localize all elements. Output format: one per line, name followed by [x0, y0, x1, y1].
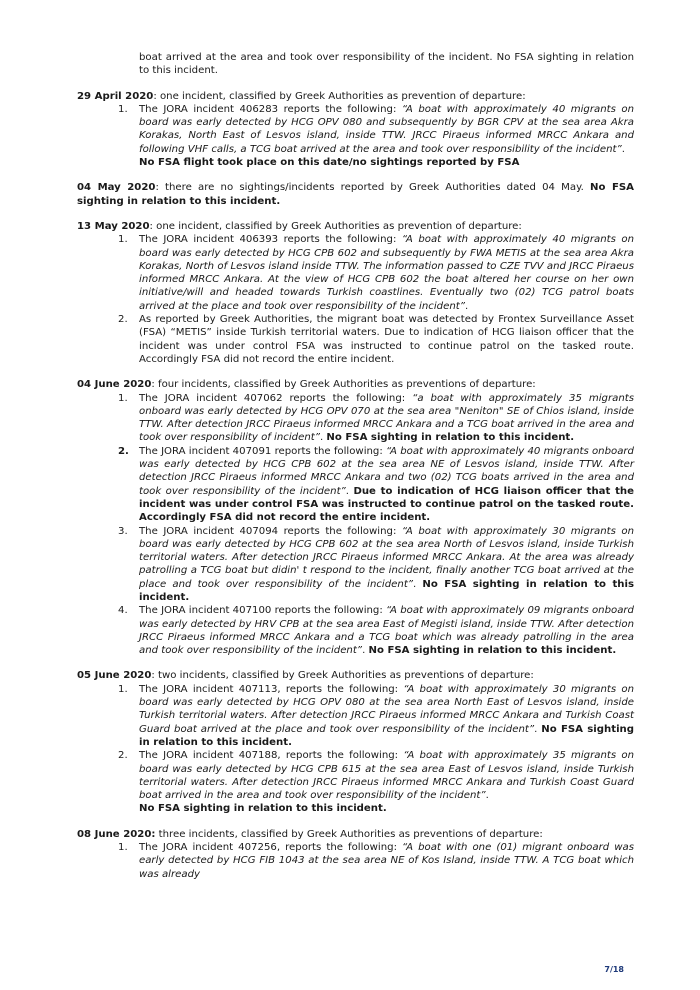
section-04-may-2020 — [77, 181, 634, 208]
fsa-note: Due to indication of HCG liaison officer that the incident was under control FSA was instructed to continue patrol on the tasked route. Accordingly FSA did not record the entire incident. — [139, 485, 634, 524]
section-08-june-2020 — [77, 828, 634, 881]
incident-quote: “A boat with approximately 40 migrants onboard was early detected by HCG CPB 602 at the sea area NE of Lesvos island, inside TTW. After detection JRCC Piraeus informed MRCC Ankara and two (02) TCG boats arrived in the area and took over responsibility of the incident” — [139, 445, 634, 497]
fsa-note: No FSA flight took place on this date/no sightings reported by FSA — [139, 157, 520, 169]
item-number: 1. — [118, 392, 128, 404]
section-29-april-2020 — [77, 90, 634, 170]
incident-quote: “A boat with one (01) migrant onboard was early detected by HCG FIB 1043 at the sea area NE of Kos Island, inside TTW. A TCG boat which was already — [139, 842, 634, 880]
incident-list — [77, 683, 634, 816]
incident-item: 2. The JORA incident 407188, reports the following: “A boat with approximately 35 migrants on board was early detected by HCG CPB 615 at the sea area East of Lesvos island, inside Turkish territorial waters. After detection JRCC Piraeus informed MRCC Ankara and Turkish Coast Guard boat arrived in the area and took over responsibility of the incident”. No FSA sighting in relation to this incident. — [118, 750, 634, 815]
item-number: 4. — [118, 605, 128, 617]
continued-paragraph: boat arrived at the area and took over responsibility of the incident. No FSA sighting in relation to this incident. — [139, 52, 634, 77]
item-number: 2. — [118, 445, 129, 457]
section-heading: 04 May 2020: there are no sightings/incidents reported by Greek Authorities dated 04 May. No FSA sighting in relation to this incident. — [77, 182, 634, 207]
incident-list — [77, 233, 634, 366]
page-number: 7/18 — [604, 965, 624, 974]
section-heading: 29 April 2020: one incident, classified by Greek Authorities as prevention of departure: — [77, 90, 526, 102]
incident-item: 2. The JORA incident 407091 reports the following: “A boat with approximately 40 migrants onboard was early detected by HCG CPB 602 at the sea area NE of Lesvos island, inside TTW. After detection JRCC Piraeus informed MRCC Ankara and two (02) TCG boats arrived in the area and took over responsibility of the incident”. Due to indication of HCG liaison officer that the incident was under control FSA was instructed to continue patrol on the tasked route. Accordingly FSA did not record the entire incident. — [118, 445, 634, 524]
incident-quote: “A boat with approximately 40 migrants on board was early detected by HCG CPB 602 and subsequently by FWA METIS at the sea area Akra Korakas, North of Lesvos island inside TTW. The information passed to CZE TVV and JRCC Piraeus informed MRCC Ankara. At the view of HCG CPB 602 the boat altered her course on her own initiative/will and headed towards Turkish coastlines. Eventually two (02) TCG patrol boats arrived at the place and took over responsibility of the incident” — [139, 234, 634, 312]
incident-quote: “A boat with approximately 30 migrants on board was early detected by HCG CPB 602 at the sea area North of Lesvos island, inside Turkish territorial waters. After detection JRCC Piraeus informed MRCC Ankara. At the area was already patrolling a TCG boat but didin' t respond to the incident, finally another TCG boat arrived at the place and took over responsibility of the incident” — [139, 525, 634, 590]
item-number: 3. — [118, 525, 128, 537]
item-number: 1. — [118, 234, 128, 246]
incident-item: 2. As reported by Greek Authorities, the migrant boat was detected by Frontex Surveillance Asset (FSA) “METIS” inside Turkish territorial waters. Due to indication of HCG liaison officer that the incident was under control FSA was instructed to continue patrol on the tasked route. Accordingly FSA did not record the entire incident. — [118, 314, 634, 365]
item-number: 1. — [118, 103, 128, 115]
fsa-note: No FSA sighting in relation to this incident. — [326, 432, 575, 444]
incident-list — [77, 103, 634, 169]
incident-quote: “A boat with approximately 09 migrants onboard was early detected by HRV CPB at the sea area East of Megisti island, inside TTW. After detection JRCC Piraeus informed MRCC Ankara and a TCG boat which was already patrolling in the area and took over responsibility of the incident” — [139, 605, 634, 657]
section-date: 05 June 2020 — [77, 670, 152, 682]
incident-item: 4. The JORA incident 407100 reports the following: “A boat with approximately 09 migrants onboard was early detected by HRV CPB at the sea area East of Megisti island, inside TTW. After detection JRCC Piraeus informed MRCC Ankara and a TCG boat which was already patrolling in the area and took over responsibility of the incident”. No FSA sighting in relation to this incident. — [118, 605, 634, 657]
section-13-may-2020 — [77, 220, 634, 366]
incident-item: 3. The JORA incident 407094 reports the following: “A boat with approximately 30 migrants on board was early detected by HCG CPB 602 at the sea area North of Lesvos island, inside Turkish territorial waters. After detection JRCC Piraeus informed MRCC Ankara. At the area was already patrolling a TCG boat but didin' t respond to the incident, finally another TCG boat arrived at the place and took over responsibility of the incident”. No FSA sighting in relation to this incident. — [118, 525, 634, 603]
section-heading: 13 May 2020: one incident, classified by Greek Authorities as prevention of departure: — [77, 220, 522, 232]
incident-list — [77, 841, 634, 881]
section-heading: 08 June 2020: three incidents, classified by Greek Authorities as preventions of departure: — [77, 828, 543, 840]
item-number: 2. — [118, 314, 128, 326]
incident-quote: “a boat with approximately 35 migrants onboard was early detected by HCG OPV 070 at the sea area "Neniton" SE of Chios island, inside TTW. After detection JRCC Piraeus informed MRCC Ankara and a TCG boat arrived in the area and took over responsibility of incident” — [139, 392, 634, 444]
section-date: 29 April 2020 — [77, 90, 154, 102]
incident-item: 1. The JORA incident 407256, reports the following: “A boat with one (01) migrant onboard was early detected by HCG FIB 1043 at the sea area NE of Kos Island, inside TTW. A TCG boat which was already — [118, 842, 634, 880]
fsa-note: No FSA sighting in relation to this incident. — [368, 645, 617, 657]
incident-item: 1. The JORA incident 407062 reports the following: “a boat with approximately 35 migrants onboard was early detected by HCG OPV 070 at the sea area "Neniton" SE of Chios island, inside TTW. After detection JRCC Piraeus informed MRCC Ankara and a TCG boat arrived in the area and took over responsibility of incident”. No FSA sighting in relation to this incident. — [118, 392, 634, 444]
incident-quote: “A boat with approximately 35 migrants on board was early detected by HCG CPB 615 at the sea area East of Lesvos island, inside Turkish territorial waters. After detection JRCC Piraeus informed MRCC Ankara and Turkish Coast Guard boat arrived in the area and took over responsibility of the incident” — [139, 750, 634, 802]
fsa-note: No FSA sighting in relation to this incident. — [77, 182, 634, 207]
section-date: 04 June 2020 — [77, 379, 152, 391]
fsa-note: No FSA sighting in relation to this incident. — [139, 578, 634, 603]
item-number: 1. — [118, 683, 128, 695]
section-date: 13 May 2020 — [77, 220, 150, 232]
fsa-note: No FSA sighting in relation to this incident. — [139, 803, 387, 815]
incident-quote: “A boat with approximately 30 migrants on board was early detected by HCG OPV 080 at the sea area North East of Lesvos island, inside Turkish territorial waters. After detection JRCC Piraeus informed MRCC Ankara and Turkish Coast Guard boat arrived at the place and took over responsibility of the incident” — [139, 683, 634, 735]
section-date: 08 June 2020: — [77, 828, 156, 840]
report-body — [77, 51, 634, 881]
item-number: 1. — [118, 842, 128, 854]
incident-item: 1. The JORA incident 407113, reports the following: “A boat with approximately 30 migrants on board was early detected by HCG OPV 080 at the sea area North East of Lesvos island, inside Turkish territorial waters. After detection JRCC Piraeus informed MRCC Ankara and Turkish Coast Guard boat arrived at the place and took over responsibility of the incident”. No FSA sighting in relation to this incident. — [118, 683, 635, 748]
item-number: 2. — [118, 750, 128, 762]
section-heading: 04 June 2020: four incidents, classified by Greek Authorities as preventions of departure: — [77, 379, 536, 391]
incident-item: 1. The JORA incident 406283 reports the following: “A boat with approximately 40 migrants on board was early detected by HCG OPV 080 and subsequently by BGR CPV at the sea area Akra Korakas, North East of Lesvos island, inside TTW. JRCC Piraeus informed MRCC Ankara and following VHF calls, a TCG boat arrived at the area and took over responsibility of the incident”. No FSA flight took place on this date/no sightings reported by FSA — [118, 103, 634, 169]
incident-quote: “A boat with approximately 40 migrants on board was early detected by HCG OPV 080 and subsequently by BGR CPV at the sea area Akra Korakas, North East of Lesvos island, inside TTW. JRCC Piraeus informed MRCC Ankara and following VHF calls, a TCG boat arrived at the area and took over responsibility of the incident” — [139, 103, 634, 155]
incident-item: 1. The JORA incident 406393 reports the following: “A boat with approximately 40 migrants on board was early detected by HCG CPB 602 and subsequently by FWA METIS at the sea area Akra Korakas, North of Lesvos island inside TTW. The information passed to CZE TVV and JRCC Piraeus informed MRCC Ankara. At the view of HCG CPB 602 the boat altered her course on her own initiative/will and headed towards Turkish coastlines. Eventually two (02) TCG patrol boats arrived at the place and took over responsibility of the incident”. — [118, 234, 634, 312]
section-date: 04 May 2020 — [77, 182, 156, 194]
fsa-note: No FSA sighting in relation to this incident. — [139, 723, 635, 748]
section-05-june-2020 — [77, 669, 634, 815]
section-heading: 05 June 2020: two incidents, classified by Greek Authorities as preventions of departure: — [77, 670, 534, 682]
incident-list — [77, 392, 634, 658]
section-04-june-2020 — [77, 378, 634, 657]
